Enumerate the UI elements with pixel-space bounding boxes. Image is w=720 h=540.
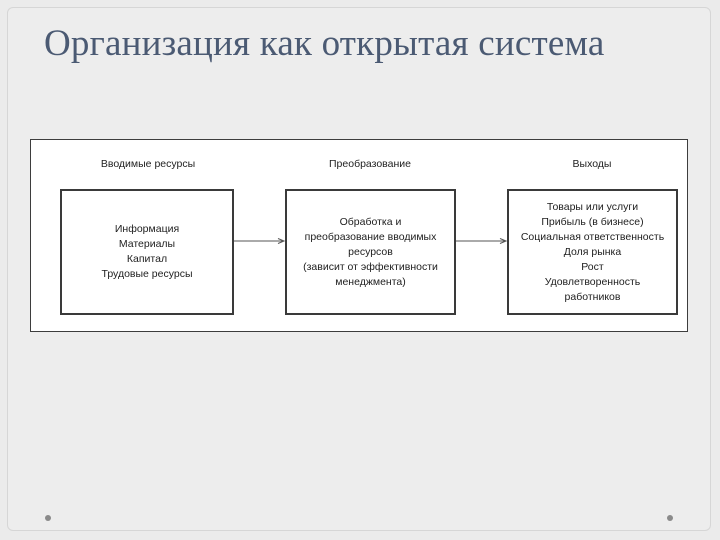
outputs-line: Доля рынка xyxy=(563,245,622,258)
outputs-line: работников xyxy=(564,290,621,303)
arrow-transformation-to-outputs xyxy=(456,238,507,244)
outputs-line: Социальная ответственность xyxy=(520,230,665,243)
outputs-header: Выходы xyxy=(572,158,612,170)
page-title: Организация как открытая система xyxy=(44,23,605,64)
inputs-line: Капитал xyxy=(126,253,168,265)
corner-dot-left xyxy=(45,515,51,521)
transformation-line: (зависит от эффективности xyxy=(303,260,438,273)
transformation-line: менеджмента) xyxy=(335,275,406,288)
arrow-inputs-to-transformation xyxy=(234,238,285,244)
inputs-box xyxy=(60,189,234,315)
transformation-box xyxy=(285,189,456,315)
inputs-line: Материалы xyxy=(118,238,176,250)
inputs-line: Трудовые ресурсы xyxy=(101,268,193,280)
outputs-line: Прибыль (в бизнесе) xyxy=(541,215,644,228)
outputs-line: Рост xyxy=(581,260,604,273)
transformation-line: преобразование вводимых xyxy=(304,230,437,243)
outputs-line: Удовлетворенность xyxy=(544,275,641,288)
transformation-line: Обработка и xyxy=(339,215,402,228)
outputs-box xyxy=(507,189,678,315)
outputs-line: Товары или услуги xyxy=(546,200,639,213)
corner-dot-right xyxy=(667,515,673,521)
transformation-line: ресурсов xyxy=(348,245,393,258)
transformation-header: Преобразование xyxy=(329,158,411,170)
inputs-header: Вводимые ресурсы xyxy=(100,158,196,170)
inputs-line: Информация xyxy=(114,223,180,235)
